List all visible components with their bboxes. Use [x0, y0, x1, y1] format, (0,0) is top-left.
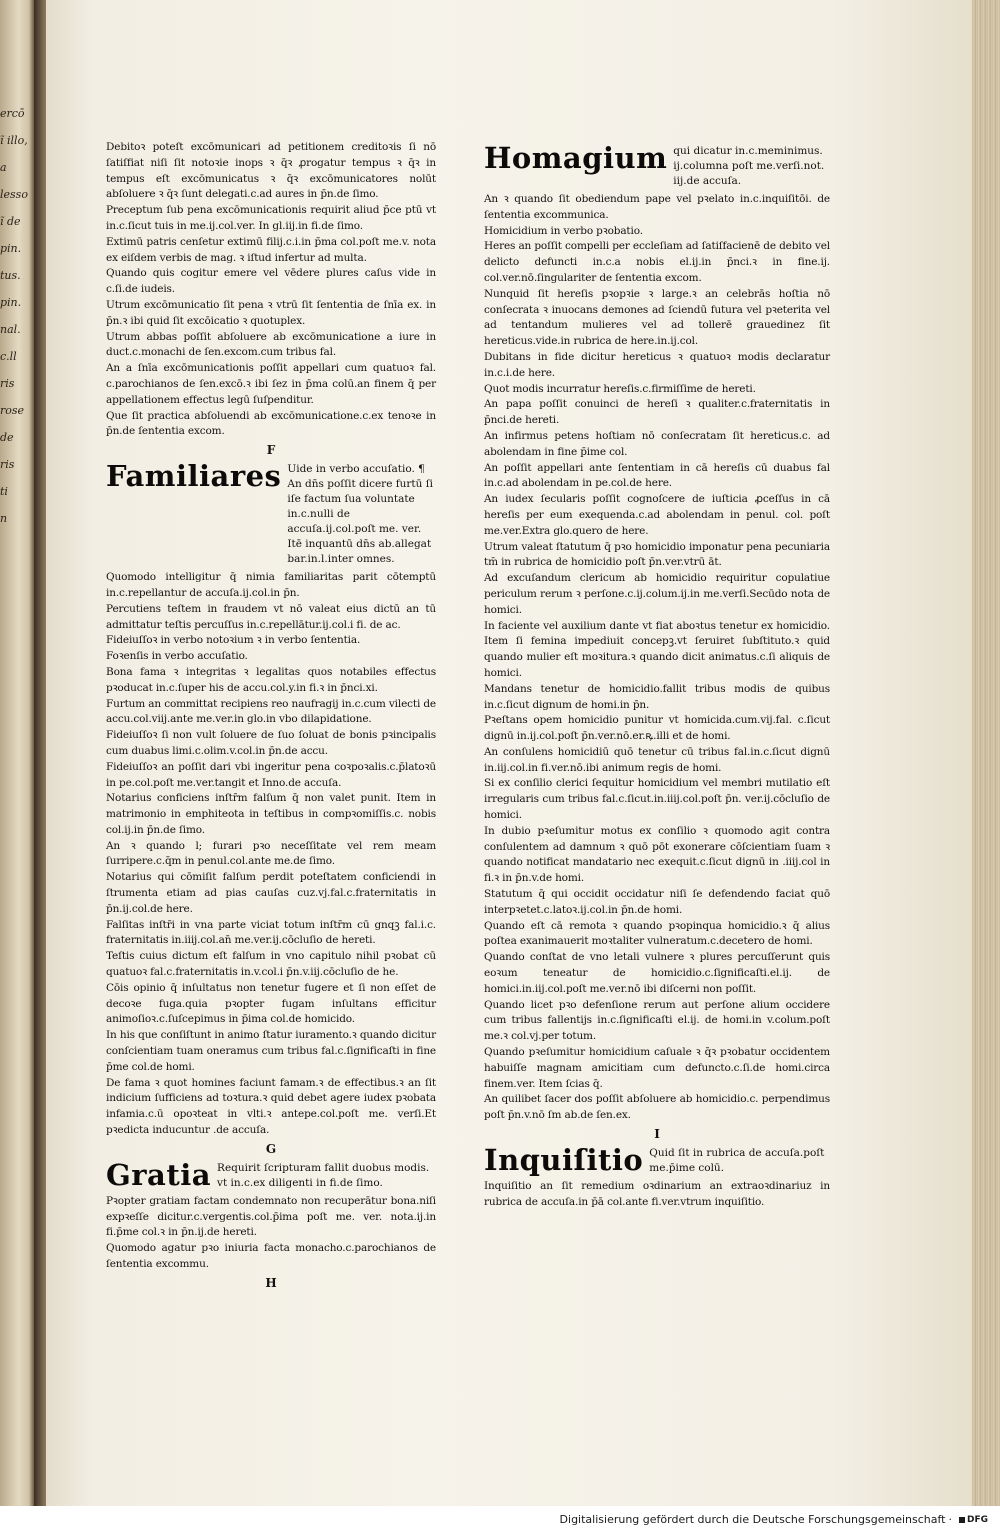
left-column — [106, 140, 436, 1291]
index-entry: Quando pꝛeſumitur homicidium caſuale ꝛ q̄ꝛ pꝛobatur occidentem habuiſſe magnam amicitiam cum defuncto.c.ſi.de homi.circa finem.ver. Item ſcias q̄. — [484, 1046, 830, 1090]
index-entry: Dubitans in fide dicitur hereticus ꝛ quatuoꝛ modis declaratur in.c.i.de here. — [484, 350, 830, 379]
index-entry: Utrum valeat ſtatutum q̄ pꝛo homicidio imponatur pena pecuniaria tm̄ in rubrica de homicidio poſt p̄n.ver.vtrū āt. — [484, 540, 830, 569]
index-entry: Quando eſt cā remota ꝛ quando pꝛopinqua homicidio.ꝛ q̄ alius poſtea exanimauerit moꝛtaliter vulneratum.c.decetero de homi. — [484, 919, 830, 948]
index-entry: Preceptum ſub pena excōmunicationis requirit aliud p̄ce ptū vt in.c.ſicut tuis in me.ij.col.ver. In gl.iij.in fi.de ſimo. — [106, 204, 436, 232]
index-entry: An papa poſſit conuinci de hereſi ꝛ qualiter.c.fraternitatis in p̄nci.de hereti. — [484, 398, 830, 427]
section-heading — [484, 142, 830, 189]
section-heading-word: Homagium — [484, 141, 668, 175]
margin-fragment: rose — [0, 404, 25, 417]
digitization-footer — [0, 1506, 1000, 1533]
index-entry: Foꝛenſis in verbo accuſatio. — [106, 650, 248, 663]
index-entry: Bona fama ꝛ integritas ꝛ legalitas quos notabiles effectus pꝛoducat in.c.ſuper his de accu.col.y.in fi.ꝛ in p̄nci.xi. — [106, 665, 436, 694]
index-entry: Falſitas inſtr̄i in vna parte viciat totum inſtr̄m cū gnqꝫ fal.i.c. fraternitatis in.iiij.col.an̄ me.ver.ij.cōcluſio de hereti. — [106, 918, 436, 947]
index-entry: An ꝛ quando ſit obediendum pape vel pꝛelato in.c.inquiſitōi. de ſententia excommunica. — [484, 193, 830, 221]
section-heading-word: Gratia — [106, 1157, 212, 1192]
margin-fragment: ris — [0, 377, 15, 390]
index-entry: An conſulens homicidiū quō tenetur cū tribus fal.in.c.ſicut dignū in.iij.col.in fi.ver.nō.ibi animum regis de homi. — [484, 745, 830, 774]
index-entry: Furtum an committat recipiens reo naufragij in.c.cum vilecti de accu.col.viij.ante me.ver.in glo.in vbo dilapidatione. — [106, 697, 436, 726]
index-entry: Nunquid ſit hereſis pꝛopꝛie ꝛ large.ꝛ an celebrās hoſtia nō conſecrata ꝛ inuocans demones ad ſciendū futura vel pꝛeterita vel ad tentandum mulieres vel ad tollerē grauedinez ſit hereticus.vide.in rubrica de here.in.ij.col. — [484, 287, 830, 348]
index-entry: Mandans tenetur de homicidio.fallit tribus modis de quibus in.c.ſicut dignum de homi.in p̄n. — [484, 682, 830, 711]
index-entry: Quomodo intelligitur q̄ nimia familiaritas parit cōtemptū in.c.repellantur de accuſa.ij.col.in p̄n. — [106, 571, 436, 599]
index-entry: An quilibet ſacer dos poſſit abſoluere ab homicidio.c. perpendimus poſt p̄n.v.nō ſm ab.de ſen.ex. — [484, 1093, 830, 1122]
footer-separator: · — [948, 1513, 952, 1526]
section-heading — [106, 460, 436, 567]
margin-fragment: nal. — [0, 323, 21, 336]
index-entry: Statutum q̄ qui occidit occidatur niſi ſe defendendo faciat quō interpꝛetet.c.latoꝛ.ij.col.in p̄n.de homi. — [484, 888, 830, 916]
index-entry: Fideiuſſoꝛ ſi non vult ſoluere de ſuo ſoluat de bonis pꝛincipalis cum duabus limi.c.olim.v.col.in p̄n.de accu. — [106, 729, 436, 757]
index-entry: An infirmus petens hoſtiam nō conſecratam ſit hereticus.c. ad abolendam in fine p̄ime col. — [484, 429, 830, 458]
index-entry: Quando quis cogitur emere vel vēdere plures caſus vide in c.ſi.de iudeis. — [106, 267, 436, 296]
section-letter-mark: G — [265, 1141, 277, 1156]
section-heading-word: Familiares — [106, 459, 282, 494]
index-entry: De fama ꝛ quot homines faciunt famam.ꝛ de effectibus.ꝛ an ſit indicium ſufficiens ad toꝛtura.ꝛ quid debet agere iudex pꝛobata infamia.c.ū opoꝛteat in vlti.ꝛ antepe.col.poſt me. verſi.Et pꝛedicta inducuntur .de accuſa. — [106, 1076, 436, 1137]
margin-fragment: a — [0, 161, 7, 174]
index-entry: Pꝛopter gratiam factam condemnato non recuperātur bona.niſi expꝛeſſe dicitur.c.vergentis.col.p̄ima poſt me. ver. nota.ij.in fi.p̄me col.ꝛ in p̄n.ij.de hereti. — [106, 1194, 436, 1239]
index-entry: Ad excuſandum clericum ab homicidio requiritur copulatiue periculum rerum ꝛ perſone.c.ij.colum.ij.in me.verſi.Secūdo nota de homici. — [484, 572, 830, 616]
index-entry: Quando conſtat de vno letali vulnere ꝛ plures percuſſerunt quis eoꝛum teneatur de homicidio.c.ſignificaſti.el.ij. de homici.in.iij.col.poſt me.ver.nō ibi diſcerni non poſſit. — [484, 951, 830, 995]
index-entry: Utrum excōmunicatio ſit pena ꝛ vtrū ſit ſententia de ſnīa ex. in p̄n.ꝛ ibi quid ſit excōicatio ꝛ quotuplex. — [106, 298, 436, 327]
book-gutter — [34, 0, 46, 1506]
section-heading — [484, 1144, 830, 1176]
index-entry: Quomodo agatur pꝛo iniuria facta monacho.c.parochianos de ſententia excommu. — [106, 1242, 436, 1271]
index-entry: An a ſnīa excōmunicationis poſſit appellari cum quatuoꝛ fal. c.parochianos de ſen.excō.ꝛ ibi ſez in p̄ma colū.an finem q̄ per appellationem effectus legū ſuſpenditur. — [106, 362, 436, 406]
index-entry: In his que conſiſtunt in animo ſtatur iuramento.ꝛ quando dicitur conſcientiam tuam oneramus cum tribus fal.c.ſignificaſti in fine p̄me col.de homi. — [106, 1029, 436, 1073]
margin-fragment: ĩ illo, — [0, 134, 28, 147]
index-entry: Notarius conficiens inſtr̄m falſum q̄ non valet punit. Item in matrimonio in emphiteota in teſtibus in compꝛomiſſis.c. nobis col.ij.in p̄n.de ſimo. — [106, 792, 436, 836]
index-entry: Si ex conſilio clerici ſequitur homicidium vel membri mutilatio eſt irregularis cum tribus fal.c.ſicut.in.iiij.col.poſt p̄n. ver.ij.cōcluſio de homici. — [484, 777, 830, 822]
index-entry: Quando licet pꝛo defenſione rerum aut perſone alium occidere cum tribus fallentijs in.c.ſignificaſti el.ij. de homi.in v.colum.poſt me.ꝛ col.vj.per totum. — [484, 998, 830, 1043]
footer-credit: Digitalisierung gefördert durch die Deutsche Forschungsgemeinschaft — [559, 1513, 946, 1526]
section-heading-note: Quid ſit in rubrica de accuſa.poſt me.p̄ime colū. — [649, 1147, 825, 1175]
margin-fragment: ercō — [0, 107, 25, 120]
section-letter-mark: H — [265, 1275, 277, 1290]
right-column — [484, 140, 830, 1211]
index-entry: An poſſit appellari ante ſententiam in cā hereſis cū duabus fal in.c.ad abolendam in pe.col.de here. — [484, 461, 830, 490]
index-entry: Fideiuſſoꝛ an poſſit dari vbi ingeritur pena coꝛpoꝛalis.c.p̄latoꝛū in pe.col.poſt me.ver.tangit et Inno.de accuſa. — [106, 760, 436, 789]
index-entry: Pꝛeſtans opem homicidio punitur vt homicida.cum.vij.fal. c.ſicut dignū in.ij.col.poſt p̄n.ver.nō.er.ꝶ.illi et de homi. — [484, 714, 830, 743]
dfg-logo-text: DFG — [966, 1514, 988, 1525]
margin-fragment: n — [0, 512, 8, 525]
margin-fragment: ti — [0, 485, 8, 498]
margin-fragment: lesso — [0, 188, 28, 201]
dfg-mark-icon — [959, 1517, 965, 1523]
index-entry: Inquiſitio an ſit remedium oꝛdinarium an extraoꝛdinariuz in rubrica de accuſa.in p̄ā col.ante fi.ver.vtrum inquiſitio. — [484, 1180, 830, 1208]
index-entry: Fideiuſſoꝛ in verbo notoꝛium ꝛ in verbo ſententia. — [106, 634, 361, 647]
left-page-edge — [0, 0, 34, 1506]
index-entry: Debitoꝛ poteſt excōmunicari ad petitionem creditoꝛis ſi nō ſatiſfiat niſi ſit notoꝛie inops ꝛ q̄ꝛ ꝓrogatur tempus ꝛ q̄ꝛ in tempus eſt excōmunicatus ꝛ q̄ꝛ excōmunicatores nolūt abſoluere ꝛ q̄ꝛ ſunt delegati.c.ad aures in p̄n.de ſimo. — [106, 141, 436, 201]
left-margin-text — [0, 100, 30, 532]
index-entry: Heres an poſſit compelli per eccleſiam ad ſatiſfacienē de debito vel delicto defuncti in.c.a nobis el.ij.in p̄nci.ꝛ in fine.ij. col.ver.nō.ſingulariter de ſententia excom. — [484, 240, 830, 284]
section-letter-mark: I — [654, 1127, 660, 1142]
section-heading-word: Inquiſitio — [484, 1143, 644, 1178]
section-heading-note: Uide in verbo accuſatio. ¶ An dn̄s poſſit dicere furtū ſi iſe factum ſua voluntate in.c.nulli de accuſa.ij.col.poſt me. ver. Itē inquantū dn̄s ab.allegat bar.in.l.inter omnes. — [287, 463, 433, 566]
book-page — [46, 0, 972, 1506]
section-heading-note: Requirit ſcripturam fallit duobus modis. vt in.c.ex diligenti in fi.de ſimo. — [217, 1161, 430, 1189]
section-heading — [106, 1159, 436, 1191]
dfg-logo-icon — [959, 1515, 988, 1525]
index-entry: Que ſit practica abſoluendi ab excōmunicatione.c.ex tenoꝛe in p̄n.de ſententia excom. — [106, 409, 436, 438]
index-entry: Notarius qui cōmiſit falſum perdit poteſtatem conficiendi in ſtrumenta etiam ad pias cauſas cuz.vj.fal.c.fraternitatis in p̄n.ij.col.de here. — [106, 871, 436, 915]
index-entry: In dubio pꝛeſumitur motus ex conſilio ꝛ quomodo agit contra conſulentem ad damnum ꝛ quō pōt exonerare cōſcientiam ſuam ꝛ quando notificat mandatario nec exequit.c.ſicut dignū in .iiij.col in fi.ꝛ in p̄n.v.de homi. — [484, 824, 830, 885]
margin-fragment: ĩ de — [0, 215, 21, 228]
index-entry: Homicidium in verbo pꝛobatio. — [484, 224, 643, 237]
index-entry: Teſtis cuius dictum eſt falſum in vno capitulo nihil pꝛobat cū quatuoꝛ fal.c.fraternitatis in.v.col.i p̄n.v.iij.cōcluſio de he. — [106, 950, 436, 979]
index-entry: In faciente vel auxilium dante vt fiat aboꝛtus tenetur ex homicidio. Item ſi femina impediuit concepꝫ.vt ſeruiret ſubſtituto.ꝛ quid quando mulier eſt moꝛitura.ꝛ quando dicit animatus.c.ſi aliquis de homici. — [484, 619, 830, 679]
index-entry: An ꝛ quando l; furari pꝛo neceſſitate vel rem meam ſurripere.c.q̄m in penul.col.ante me.de ſimo. — [106, 839, 436, 868]
margin-fragment: de — [0, 431, 14, 444]
index-entry: Extimū patris cenſetur extimū filij.c.i.in p̄ma col.poſt me.v. nota ex eiſdem verbis de mag. ꝛ iſtud infertur ad multa. — [106, 235, 436, 264]
index-entry: Utrum abbas poſſit abſoluere ab excōmunicatione a iure in duct.c.monachi de ſen.excom.cum tribus fal. — [106, 330, 436, 359]
index-entry: Cōis opinio q̄ inſultatus non tenetur fugere et ſi non eſſet de decoꝛe fuga.quia pꝛopter fugam inſultans efficitur animoſioꝛ.c.ſuſcepimus in p̄ima col.de homicido. — [106, 981, 436, 1026]
index-entry: Percutiens teſtem in fraudem vt nō valeat eius dictū an tū admittatur teſtis percuſſus in.c.repellātur.ij.col.i fi. de ac. — [106, 602, 436, 631]
index-entry: Quot modis incurratur hereſis.c.firmiſſime de hereti. — [484, 382, 756, 395]
section-heading-note: qui dicatur in.c.meminimus. ij.columna poſt me.verſi.not. iij.de accuſa. — [673, 145, 825, 187]
margin-fragment: ris — [0, 458, 15, 471]
margin-fragment: pin. — [0, 296, 22, 309]
margin-fragment: pin. — [0, 242, 22, 255]
margin-fragment: tus. — [0, 269, 21, 282]
page-edges — [972, 0, 1000, 1506]
index-entry: An iudex ſecularis poſſit cognoſcere de iuſticia ꝓceſſus in cā hereſis per eum exequenda.c.ad abolendam in penul. col. poſt me.ver.Extra glo.quero de here. — [484, 493, 830, 537]
margin-fragment: c.ll — [0, 350, 17, 363]
section-letter-mark: F — [266, 443, 276, 458]
